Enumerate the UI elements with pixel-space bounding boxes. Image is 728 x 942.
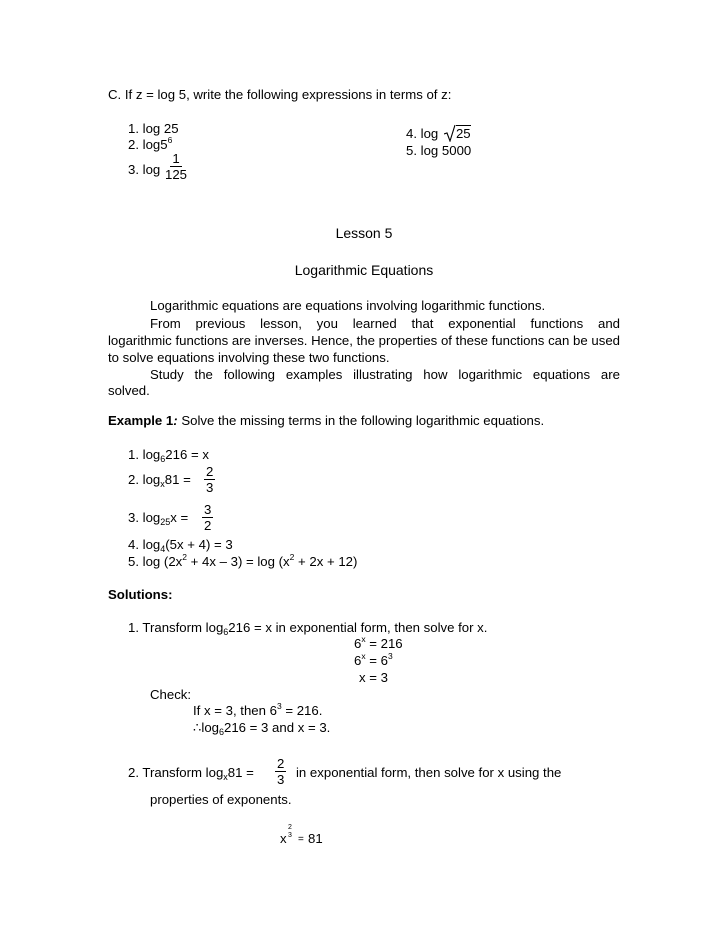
therefore-icon: ∴ bbox=[193, 720, 202, 735]
solution-1-check-line-1: If x = 3, then $6^3 = 216$. bbox=[193, 701, 323, 718]
solution-1-check-line-2: $\therefore\log_6216 = 3$ and x = 3. bbox=[193, 720, 331, 737]
example-1-equation-2-fraction bbox=[204, 464, 215, 495]
example-1-equation-3-fraction bbox=[202, 502, 213, 533]
example-1-equation-4: 4. $\log_4(5x + 4) = 3$ bbox=[128, 537, 233, 554]
solution-2-statement: 2. Transform $\log_x81$ = bbox=[128, 765, 254, 782]
solution-1-line-3: x = 3 bbox=[359, 670, 388, 685]
example-1-equation-5: 5. $\log (2x^2 + 4x - 3) = \log (x^2 + 2x + 12)$ bbox=[128, 552, 358, 569]
solution-2-equation-rhs: 81 bbox=[308, 831, 323, 846]
section-c-item-3-fraction bbox=[163, 151, 189, 182]
solution-2-equation-base: x bbox=[280, 831, 287, 846]
section-c-item-1: 1. log 25 bbox=[128, 121, 179, 136]
section-c-item-3-prefix: 3. log bbox=[128, 162, 161, 177]
fraction-denominator: 2 bbox=[204, 518, 212, 533]
section-c-item-5: 5. log 5000 bbox=[406, 143, 472, 158]
fraction-numerator: 3 bbox=[204, 502, 212, 517]
section-c-item-4: 4. log 25 bbox=[406, 126, 471, 141]
solution-1-statement: 1. Transform $\log_6216 = x$ in exponential form, then solve for x. bbox=[128, 620, 488, 637]
solution-2-line-2: properties of exponents. bbox=[150, 792, 292, 807]
example-1-heading: Example 1: Solve the missing terms in the following logarithmic equations. bbox=[108, 413, 545, 428]
lesson-number: Lesson 5 bbox=[335, 225, 393, 241]
solution-1-check-label: Check: bbox=[150, 687, 192, 702]
solution-2-fraction bbox=[275, 756, 286, 787]
solution-2-exponent-denominator: 3 bbox=[288, 832, 292, 839]
solution-1-line-1: $6^x = 216$ bbox=[354, 634, 403, 651]
square-root-icon bbox=[444, 124, 456, 142]
fraction-denominator: 125 bbox=[165, 167, 188, 182]
fraction-denominator: 3 bbox=[206, 480, 214, 495]
solutions-heading: Solutions: bbox=[108, 587, 173, 602]
intro-paragraph-2-first-line: From previous lesson, you learned that exponential functions and bbox=[150, 316, 620, 331]
fraction-numerator: 2 bbox=[206, 464, 214, 479]
intro-paragraph-3-rest: solved. bbox=[108, 383, 150, 398]
solution-2-statement-continued: in exponential form, then solve for x using the bbox=[296, 765, 562, 780]
example-1-equation-3: 3. $\log_{25}x$ = bbox=[128, 510, 189, 527]
fraction-numerator: 1 bbox=[172, 151, 180, 166]
intro-paragraph-2-rest: logarithmic functions are inverses. Hence, the properties of these functions can be used to solve equations involving these two functions. bbox=[108, 333, 620, 365]
section-c-item-2: 2. $\log 5^6$ bbox=[128, 135, 173, 152]
solution-2-equals: = bbox=[298, 834, 304, 845]
fraction-numerator: 2 bbox=[277, 756, 285, 771]
example-1-equation-1: 1. $\log_6216 = x$ bbox=[128, 447, 209, 464]
lesson-title: Logarithmic Equations bbox=[294, 262, 434, 278]
example-1-equation-2: 2. $\log_x81$ = bbox=[128, 472, 191, 489]
solution-1-line-2: $6^x = 6^3$ bbox=[354, 651, 393, 668]
solution-2-exponent-numerator: 2 bbox=[288, 824, 292, 831]
intro-paragraph-1: Logarithmic equations are equations involving logarithmic functions. bbox=[150, 298, 546, 313]
intro-paragraph-3-first-line: Study the following examples illustrating how logarithmic equations are bbox=[150, 367, 620, 382]
fraction-denominator: 3 bbox=[277, 772, 285, 787]
section-c-heading: C. If z = log 5, write the following expressions in terms of z: bbox=[108, 87, 452, 102]
